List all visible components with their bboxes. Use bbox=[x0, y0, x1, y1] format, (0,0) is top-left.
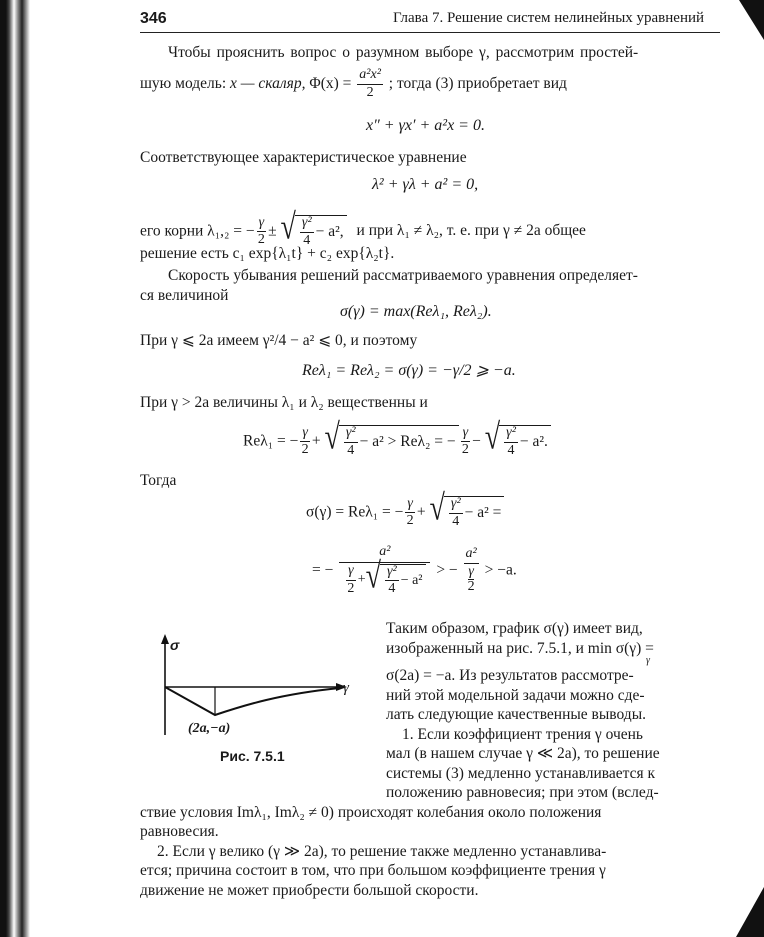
para1-line2-text-b: x — скаляр, bbox=[230, 74, 306, 92]
right-line-3: σ(2a) = −a. Из результатов рассмотре- bbox=[386, 667, 634, 684]
figure-caption: Рис. 7.5.1 bbox=[220, 748, 285, 764]
eq6-text-c: − a² = bbox=[464, 504, 502, 522]
eq5-text-a: Reλ₁ = − bbox=[243, 432, 299, 450]
scan-corner-bottom-right bbox=[736, 887, 764, 937]
eq5-text-e: − a². bbox=[519, 433, 548, 451]
eq7-text-a: = − bbox=[312, 561, 334, 579]
sigma-curve bbox=[165, 687, 340, 715]
eq5-text-c: − a² > Reλ₂ = − bbox=[359, 433, 456, 451]
eq5-sq1-den: 4 bbox=[347, 442, 355, 458]
eq7-den-plus: + bbox=[357, 572, 366, 588]
eq5-text-d: − bbox=[472, 432, 481, 450]
eq7-den-sq-den: 4 bbox=[388, 581, 396, 597]
roots-sq-tail: − a², bbox=[315, 223, 344, 241]
roots-frac bbox=[257, 216, 267, 248]
eq6-frac-num: γ bbox=[405, 497, 415, 514]
scan-corner-top-right bbox=[739, 0, 764, 40]
para2-line2: ся величиной bbox=[140, 287, 229, 304]
equation-characteristic: λ² + γλ + a² = 0, bbox=[372, 176, 479, 193]
full-line-2: равновесия. bbox=[140, 823, 219, 840]
eq7-den-tail: − a² bbox=[400, 572, 423, 588]
eq5-text-b: + bbox=[311, 432, 321, 450]
equation-sigma-bound: = − a² $\frac{\gamma}{2}$ + √ $\frac{\text{γ²}}{4}$ − a² > − a² γ 2 > −a. bbox=[312, 544, 517, 597]
equation-sigma-max: σ(γ) = max(Reλ₁, Reλ₂). bbox=[340, 303, 492, 320]
para1-line2-text-c: Φ(x) = bbox=[309, 74, 352, 92]
right-line-min-sub: γ bbox=[646, 655, 650, 666]
eq5-sq1-num: γ² bbox=[344, 426, 358, 443]
right-line-8: системы (3) медленно устанавливается к bbox=[386, 765, 655, 782]
eq6-sq-num: γ² bbox=[449, 497, 463, 514]
equation-sigma-gt: σ(γ) = Reλ₁ = − $\frac{\gamma}{2}$ + √ $\frac{\text{γ²}}{4}$ − a² = bbox=[306, 496, 504, 529]
case-gt-line: При γ > 2a величины λ₁ и λ₂ вещественны и bbox=[140, 394, 428, 411]
full-line-3: 2. Если γ велико (γ ≫ 2a), то решение также медленно устанавлива- bbox=[157, 843, 607, 860]
roots-frac-num: γ bbox=[257, 216, 267, 233]
equation-motion: x″ + γx′ + a²x = 0. bbox=[366, 117, 485, 134]
eq5-sq2-num: γ² bbox=[504, 426, 518, 443]
eq5-frac2-den: 2 bbox=[461, 442, 469, 458]
sigma-axis-arrow bbox=[161, 634, 169, 644]
para2-line1: Скорость убывания решений рассматриваемого уравнения определяет- bbox=[168, 267, 638, 284]
eq6-text-b: + bbox=[416, 503, 426, 521]
right-line-9: положению равновесия; при этом (вслед- bbox=[386, 784, 659, 801]
para1-line2-text-d: ; тогда (3) приобретает вид bbox=[388, 74, 567, 92]
right-line-6: 1. Если коэффициент трения γ очень bbox=[402, 726, 643, 743]
para1-line2 bbox=[140, 68, 567, 100]
full-line-1: ствие условия Imλ₁, Imλ₂ ≠ 0) происходят колебания около положения bbox=[140, 804, 602, 821]
right-line-5: лать следующие качественные выводы. bbox=[386, 706, 646, 723]
para1-line2-text-a: шую модель: bbox=[140, 74, 227, 92]
eq7-text-c: > −a. bbox=[484, 561, 517, 579]
min-point-label: (2a,−a) bbox=[188, 721, 231, 736]
phi-frac-den: 2 bbox=[366, 84, 374, 100]
full-line-5: движение не может приобрести большой скорости. bbox=[140, 882, 479, 899]
roots-sq-num: γ² bbox=[300, 216, 314, 233]
roots-sq-den: 4 bbox=[303, 232, 311, 248]
right-line-4: ний этой модельной задачи можно сде- bbox=[386, 687, 645, 704]
eq6-text-a: σ(γ) = Reλ₁ = − bbox=[306, 503, 404, 521]
eq5-frac1-num: γ bbox=[300, 426, 310, 443]
equation-re-lambda: Reλ₁ = − $\frac{\gamma}{2}$ + √ $\frac{\text{γ²}}{4}$ − a² > Reλ₂ = − $\frac{\gamma}{2}$ − √ $\frac{\text{γ²}}{4}$ − a². bbox=[243, 425, 551, 458]
gamma-axis-label: γ bbox=[343, 680, 349, 696]
header-rule bbox=[140, 32, 720, 33]
phi-frac-num: a²x² bbox=[357, 68, 383, 85]
phi-fraction bbox=[357, 68, 383, 100]
equation-case-le: Reλ₁ = Reλ₂ = σ(γ) = −γ/2 ⩾ −a. bbox=[302, 362, 516, 379]
page-number: 346 bbox=[140, 10, 167, 27]
eq5-frac2-num: γ bbox=[461, 426, 471, 443]
full-line-4: ется; причина состоит в том, что при большом коэффициенте трения γ bbox=[140, 862, 606, 879]
eq5-frac1-den: 2 bbox=[301, 442, 309, 458]
eq7-small-den-g: γ bbox=[468, 563, 474, 579]
right-line-7: мал (в нашем случае γ ≪ 2a), то решение bbox=[386, 745, 660, 762]
eq7-small-num: a² bbox=[464, 547, 479, 564]
eq6-frac-den: 2 bbox=[406, 513, 414, 529]
tagda: Тогда bbox=[140, 472, 177, 489]
roots-text-a: его корни λ₁,₂ = − bbox=[140, 222, 255, 240]
para1-line1: Чтобы прояснить вопрос о разумном выборе γ, рассмотрим простей- bbox=[168, 44, 639, 61]
roots-line bbox=[140, 207, 586, 248]
char-eq-intro: Соответствующее характеристическое уравнение bbox=[140, 149, 467, 166]
right-line-1: Таким образом, график σ(γ) имеет вид, bbox=[386, 620, 643, 637]
right-line-2: изображенный на рис. 7.5.1, и min σ(γ) = bbox=[386, 640, 654, 657]
eq7-big-num: a² bbox=[339, 545, 430, 563]
eq7-den-two: 2 bbox=[347, 580, 355, 596]
running-header: Глава 7. Решение систем нелинейных уравнений bbox=[393, 10, 705, 26]
eq6-sq-den: 4 bbox=[452, 513, 460, 529]
roots-text-b: и при λ₁ ≠ λ₂, т. е. при γ ≠ 2a общее bbox=[356, 222, 586, 240]
eq7-den-sq-num: γ² bbox=[385, 565, 399, 582]
sigma-axis-label: σ bbox=[170, 637, 180, 653]
eq7-text-b: > − bbox=[436, 561, 458, 579]
sigma-graph bbox=[150, 630, 365, 740]
roots-frac-den: 2 bbox=[257, 232, 265, 248]
eq5-sq2-den: 4 bbox=[507, 442, 515, 458]
eq7-small-den-two: 2 bbox=[467, 579, 475, 595]
roots-line2: решение есть c₁ exp{λ₁t} + c₂ exp{λ₂t}. bbox=[140, 245, 395, 262]
case-le-line: При γ ⩽ 2a имеем γ²/4 − a² ⩽ 0, и поэтому bbox=[140, 332, 418, 349]
eq7-den-g: γ bbox=[346, 564, 356, 581]
roots-sqrt: √ $\frac{\text{γ²}}{4}$ − a², bbox=[281, 215, 347, 248]
scan-edge-left bbox=[0, 0, 30, 937]
roots-pm: ± bbox=[268, 222, 277, 240]
